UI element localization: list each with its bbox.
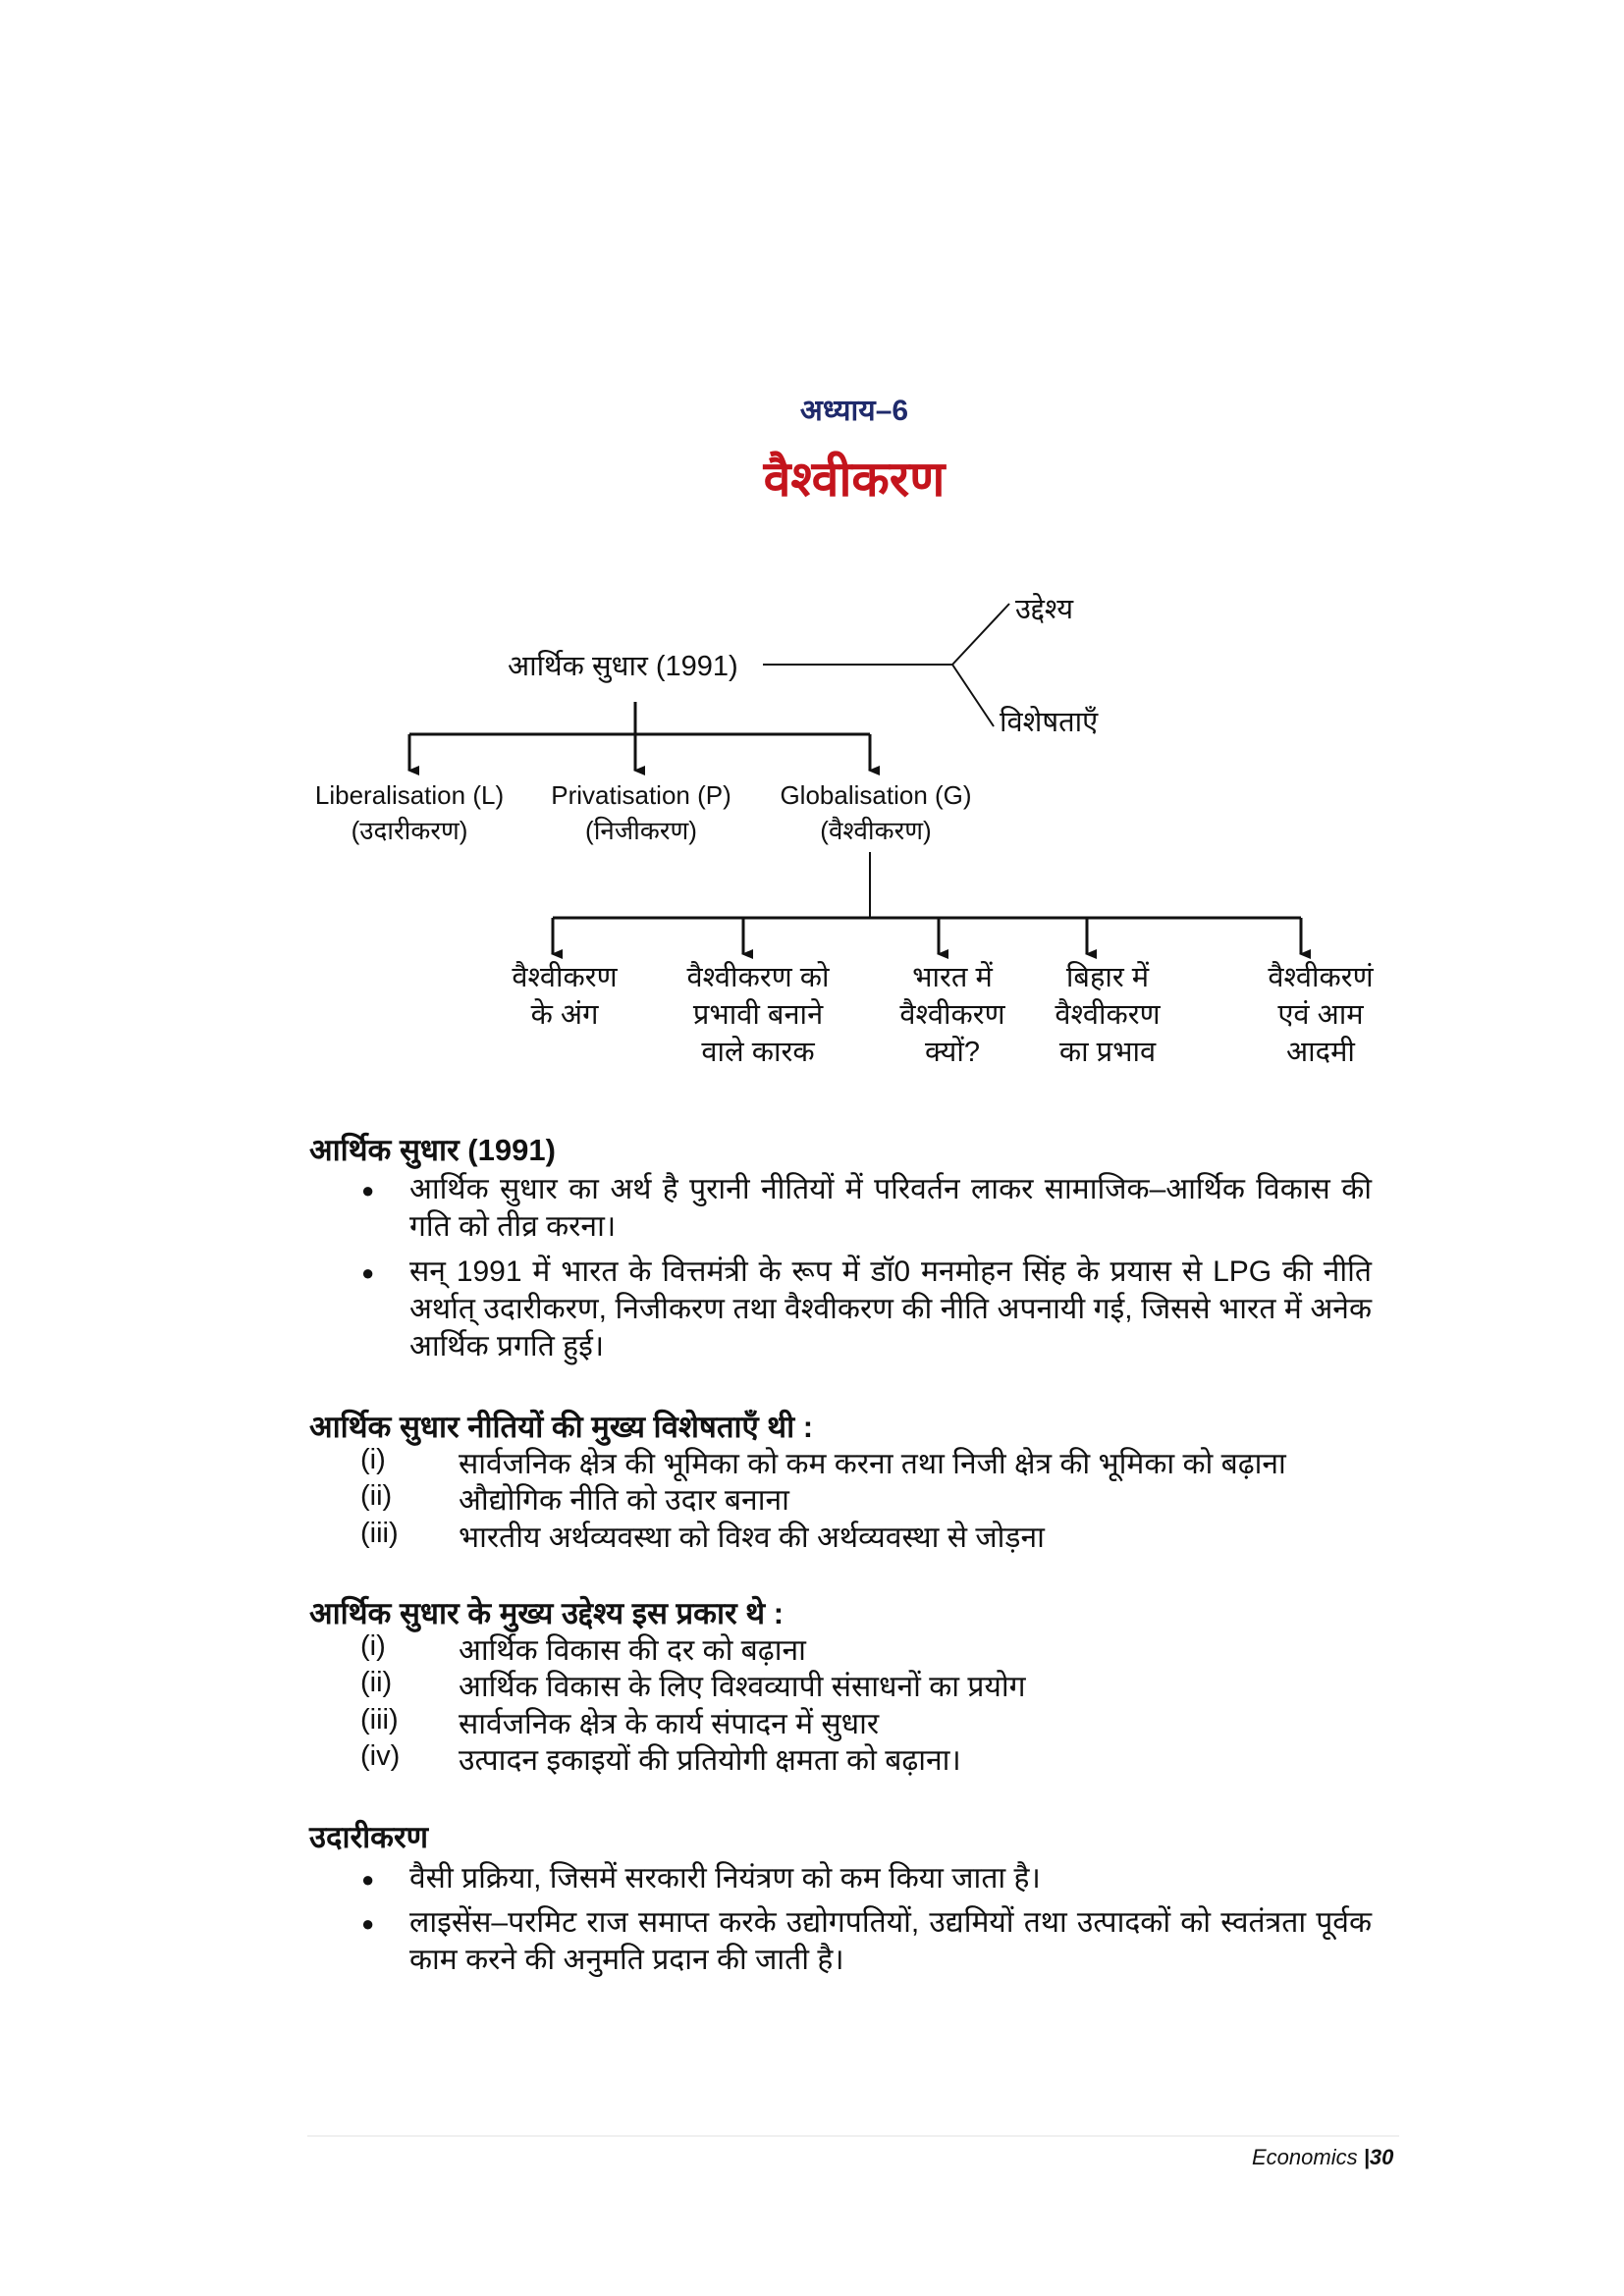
node-line: प्रभावी बनाने: [692, 999, 824, 1031]
bullet-text: लाइसेंस–परमिट राज समाप्त करके उद्योगपतियों, उद्यमियों तथा उत्पादकों को स्वतंत्रता पूर्वक काम करने की अनुमति प्रदान की जाती है।: [409, 1906, 1372, 1976]
node-hi: (उदारीकरण): [351, 816, 468, 845]
diagram-features: विशेषताएँ: [1000, 707, 1099, 738]
node-effective-factors: [686, 959, 829, 1071]
node-hi: (निजीकरण): [585, 816, 697, 845]
bullet-text: सन् 1991 में भारत के वित्तमंत्री के रूप में डॉ0 मनमोहन सिंह के प्रयास से LPG की नीति अर्थात् उदारीकरण, निजीकरण तथा वैश्वीकरण की नीति अपनायी गई, जिससे भारत में अनेक आर्थिक प्रगति हुई।: [409, 1255, 1372, 1362]
node-en: Privatisation (P): [551, 780, 731, 810]
page-footer: [1252, 2145, 1393, 2170]
bullet-text: वैसी प्रक्रिया, जिसमें सरकारी नियंत्रण को कम किया जाता है।: [409, 1862, 1041, 1895]
branch-features: [952, 665, 994, 726]
node-line: वैश्वीकरण: [1055, 999, 1161, 1031]
node-line: वैश्वीकरण: [899, 999, 1005, 1031]
node-globalisation-components: [512, 959, 617, 1034]
diagram-connectors: [0, 0, 1624, 1080]
chapter-title: वैश्वीकरण: [763, 452, 946, 507]
node-line: बिहार में: [1065, 962, 1150, 993]
footer-divider: [307, 2135, 1399, 2137]
branch-objectives: [952, 604, 1009, 665]
node-line: आदमी: [1286, 1037, 1355, 1068]
node-line: वाले कारक: [701, 1037, 815, 1068]
item-text: सार्वजनिक क्षेत्र की भूमिका को कम करना तथा निजी क्षेत्र की भूमिका को बढ़ाना: [459, 1448, 1286, 1480]
item-text: सार्वजनिक क्षेत्र के कार्य संपादन में सुधार: [459, 1708, 880, 1740]
bullet-icon: ●: [361, 1867, 375, 1892]
footer-subject: Economics: [1252, 2145, 1358, 2169]
node-bihar-impact: [1055, 959, 1160, 1071]
node-line: वैश्वीकरणं: [1268, 962, 1374, 993]
item-number: (iii): [360, 1518, 399, 1549]
item-number: (iii): [360, 1704, 399, 1735]
node-liberalisation: [315, 777, 504, 848]
section-heading: उदारीकरण: [309, 1820, 429, 1854]
node-line: एवं आम: [1277, 999, 1364, 1031]
node-line: के अंग: [530, 999, 599, 1031]
node-en: Globalisation (G): [780, 780, 972, 810]
item-number: (i): [360, 1630, 386, 1662]
node-globalisation: [780, 777, 971, 848]
node-line: का प्रभाव: [1058, 1037, 1157, 1068]
item-text: आर्थिक विकास की दर को बढ़ाना: [459, 1634, 806, 1667]
item-text: आर्थिक विकास के लिए विश्वव्यापी संसाधनों का प्रयोग: [459, 1671, 1026, 1703]
node-hi: (वैश्वीकरण): [820, 816, 932, 845]
bullet-icon: ●: [361, 1178, 375, 1202]
section-heading: आर्थिक सुधार नीतियों की मुख्य विशेषताएँ थी :: [309, 1410, 814, 1444]
bullet-icon: ●: [361, 1911, 375, 1936]
item-number: (ii): [360, 1480, 393, 1512]
node-line: क्यों?: [925, 1037, 980, 1068]
item-text: औद्योगिक नीति को उदार बनाना: [459, 1484, 789, 1517]
section-heading: आर्थिक सुधार (1991): [309, 1133, 556, 1167]
node-line: भारत में: [912, 962, 993, 993]
node-why-india: [899, 959, 1004, 1071]
item-number: (ii): [360, 1667, 393, 1698]
diagram-objectives: उद्देश्य: [1015, 594, 1074, 625]
node-en: Liberalisation (L): [314, 780, 505, 810]
item-text: उत्पादन इकाइयों की प्रतियोगी क्षमता को बढ़ाना।: [459, 1744, 961, 1777]
node-privatisation: [551, 777, 731, 848]
node-common-man: [1268, 959, 1373, 1071]
bullet-text: आर्थिक सुधार का अर्थ है पुरानी नीतियों में परिवर्तन लाकर सामाजिक–आर्थिक विकास की गति को तीव्र करना।: [409, 1173, 1372, 1243]
item-text: भारतीय अर्थव्यवस्था को विश्व की अर्थव्यवस्था से जोड़ना: [459, 1522, 1045, 1554]
bullet-icon: ●: [361, 1260, 375, 1285]
section-heading: आर्थिक सुधार के मुख्य उद्देश्य इस प्रकार थे :: [309, 1596, 785, 1630]
item-number: (iv): [360, 1740, 401, 1772]
node-line: वैश्वीकरण को: [686, 962, 830, 993]
page-number: |30: [1363, 2145, 1394, 2169]
chapter-number: अध्याय–6: [799, 395, 909, 427]
item-number: (i): [360, 1444, 386, 1475]
node-line: वैश्वीकरण: [512, 962, 618, 993]
diagram-root: आर्थिक सुधार (1991): [508, 651, 738, 682]
